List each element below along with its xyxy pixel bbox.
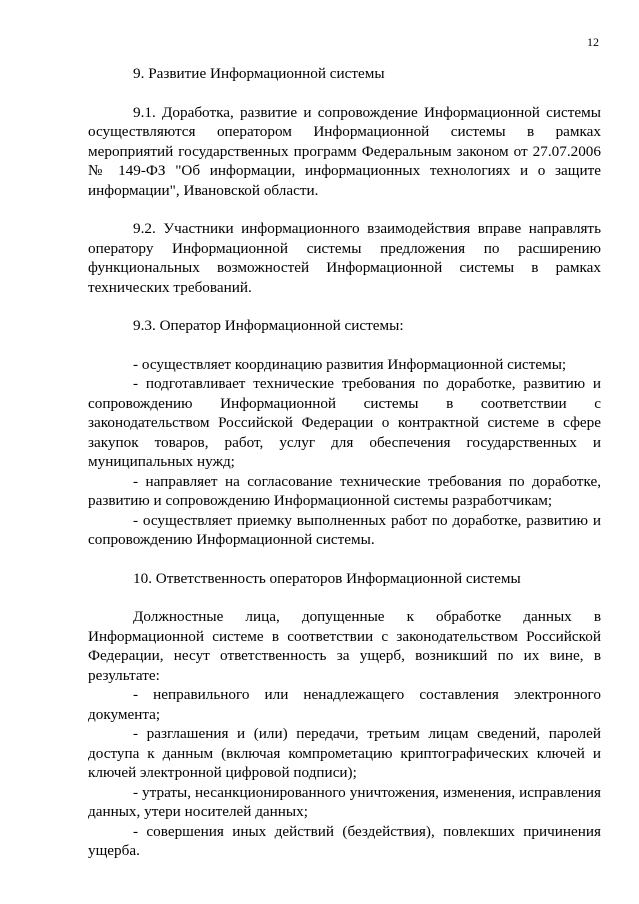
section-10-list-item: - утраты, несанкционированного уничтожения, изменения, исправления данных, утери носителей данных; bbox=[88, 783, 601, 820]
page-number: 12 bbox=[587, 35, 599, 49]
section-10-list-item: - неправильного или ненадлежащего составления электронного документа; bbox=[88, 686, 601, 723]
spacer bbox=[88, 297, 601, 316]
section-9-3-paragraph: 9.3. Оператор Информационной системы: bbox=[133, 317, 404, 334]
section-9-3-list-item: - осуществляет координацию развития Информационной системы; bbox=[133, 355, 567, 373]
section-9-2-paragraph: 9.2. Участники информационного взаимодействия вправе направлять оператору Информационной системы предложения по расширению функциональных возможностей Информационной системы в рамках технических требований. bbox=[88, 220, 601, 296]
document-body bbox=[88, 64, 601, 861]
section-9-1-paragraph: 9.1. Доработка, развитие и сопровождение Информационной системы осуществляются оператором Информационной системы в рамках мероприятий государственных программ Федеральным законом от 27.07.2006 № 149-ФЗ "Об информации, информационных технологиях и о защите информации", Ивановской области. bbox=[88, 103, 601, 199]
spacer bbox=[88, 84, 601, 103]
section-9-3-list-item: - направляет на согласование технические требования по доработке, развитию и сопровождению Информационной системы разработчикам; bbox=[88, 472, 601, 509]
spacer bbox=[88, 200, 601, 219]
section-10-heading: 10. Ответственность операторов Информационной системы bbox=[133, 569, 521, 587]
section-9-3-list-item: - осуществляет приемку выполненных работ по доработке, развитию и сопровождению Информационной системы. bbox=[88, 511, 601, 548]
spacer bbox=[88, 588, 601, 607]
section-10-paragraph: Должностные лица, допущенные к обработке данных в Информационной системе в соответствии с законодательством Российской Федерации, несут ответственность за ущерб, возникший по их вине, в результате: bbox=[88, 608, 601, 684]
section-10-list-item: - разглашения и (или) передачи, третьим лицам сведений, паролей доступа к данным (включая компрометацию криптографических ключей и ключей электронной цифровой подписи); bbox=[88, 725, 601, 781]
spacer bbox=[88, 550, 601, 569]
section-10-list-item: - совершения иных действий (бездействия), повлекших причинения ущерба. bbox=[88, 822, 601, 859]
section-9-heading: 9. Развитие Информационной системы bbox=[133, 65, 385, 82]
spacer bbox=[88, 336, 601, 355]
section-9-3-list-item: - подготавливает технические требования по доработке, развитию и сопровождению Информационной системы в соответствии с законодательством Российской Федерации о контрактной системе в сфере закупок товаров, работ, услуг для обеспечения государственных и муниципальных нужд; bbox=[88, 375, 601, 470]
